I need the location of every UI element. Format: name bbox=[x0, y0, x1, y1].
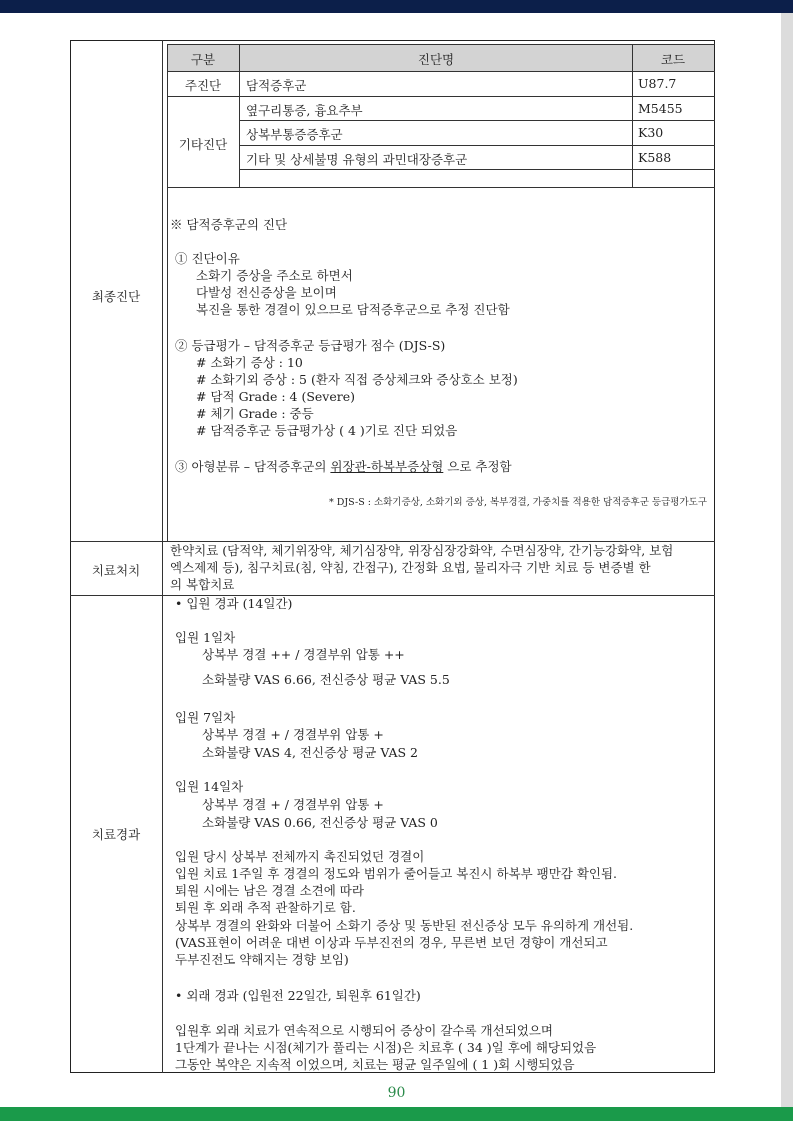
top-bar bbox=[0, 0, 793, 13]
summary-line: 입원 치료 1주일 후 경결의 정도와 범위가 줄어들고 복진시 하복부 팽만감 확인됨. bbox=[175, 866, 618, 881]
summary-line: 퇴원 시에는 남은 경결 소견에 따라 bbox=[175, 883, 364, 898]
summary-line: 상복부 경결의 완화와 더불어 소화기 증상 및 동반된 전신증상 모두 유의하게 개선됨. bbox=[175, 918, 634, 933]
reason-line: 다발성 전신증상을 보이며 bbox=[196, 285, 337, 300]
grade-line: # 체기 Grade : 중등 bbox=[196, 406, 314, 421]
day-label: 입원 1일차 bbox=[175, 630, 236, 645]
header-diagnosis: 진단명 bbox=[417, 52, 455, 67]
diagnosis-code: K30 bbox=[638, 125, 664, 140]
header-category: 구분 bbox=[190, 52, 216, 67]
day-line: 소화불량 VAS 4, 전신증상 평균 VAS 2 bbox=[202, 745, 419, 760]
reason-line: 소화기 증상을 주소로 하면서 bbox=[196, 268, 353, 283]
inpatient-title: • 입원 경과 (14일간) bbox=[175, 596, 293, 611]
diagnosis-name: 기타 및 상세불명 유형의 과민대장증후군 bbox=[246, 152, 468, 167]
side-strip bbox=[781, 13, 793, 1108]
diagnosis-name: 옆구리통증, 흉요추부 bbox=[246, 103, 363, 118]
header-code: 코드 bbox=[660, 52, 686, 67]
divider bbox=[239, 145, 715, 146]
bottom-bar bbox=[0, 1107, 793, 1121]
reason-line: 복진을 통한 경결이 있으므로 담적증후군으로 추정 진단함 bbox=[196, 302, 510, 317]
diagnosis-name: 담적증후군 bbox=[246, 78, 307, 93]
main-diagnosis-label: 주진단 bbox=[184, 78, 222, 93]
diagnosis-name: 상복부통증증후군 bbox=[246, 127, 343, 142]
day-line: 상복부 경결 + / 경결부위 압통 + bbox=[202, 797, 384, 812]
page-number: 90 bbox=[387, 1085, 406, 1101]
diagnosis-code: M5455 bbox=[638, 101, 683, 116]
treatment-line: 의 복합치료 bbox=[170, 577, 235, 592]
grade-line: # 담적 Grade : 4 (Severe) bbox=[196, 389, 356, 404]
subtype-suffix: 으로 추정함 bbox=[443, 459, 512, 474]
divider bbox=[167, 187, 715, 188]
label-treatment: 치료처치 bbox=[91, 563, 141, 578]
diagnosis-code: K588 bbox=[638, 150, 672, 165]
section-subtype bbox=[175, 459, 512, 475]
grade-line: # 소화기외 증상 : 5 (환자 직접 증상체크와 증상호소 보정) bbox=[196, 372, 518, 387]
divider bbox=[167, 44, 168, 541]
outpatient-line: 입원후 외래 치료가 연속적으로 시행되어 증상이 갈수록 개선되었으며 bbox=[175, 1023, 553, 1038]
treatment-line: 한약치료 (담적약, 체기위장약, 체기심장약, 위장심장강화약, 수면심장약, 간기능강화약, 보험 bbox=[170, 543, 674, 558]
day-label: 입원 14일차 bbox=[175, 779, 244, 794]
section-reason-title: ① 진단이유 bbox=[175, 251, 240, 266]
day-line: 상복부 경결 + / 경결부위 압통 + bbox=[202, 727, 384, 742]
day-line: 소화불량 VAS 6.66, 전신증상 평균 VAS 5.5 bbox=[202, 672, 450, 687]
divider bbox=[162, 40, 163, 1073]
label-final-diagnosis: 최종진단 bbox=[91, 289, 141, 304]
footnote: * DJS-S : 소화기증상, 소화기외 증상, 복부경결, 가중치를 적용한 담적증후군 등급평가도구 bbox=[328, 497, 707, 508]
subtype-name: 위장관-하복부증상형 bbox=[330, 459, 444, 474]
day-line: 상복부 경결 ++ / 경결부위 압통 ++ bbox=[202, 647, 405, 662]
divider bbox=[70, 595, 715, 596]
section-grade-title: ② 등급평가 – 담적증후군 등급평가 점수 (DJS-S) bbox=[175, 338, 446, 353]
divider bbox=[239, 120, 715, 121]
outpatient-line: 1단계가 끝나는 시점(체기가 풀리는 시점)은 치료후 ( 34 )일 후에 해당되었음 bbox=[175, 1040, 597, 1055]
divider bbox=[70, 541, 715, 542]
other-diagnosis-label: 기타진단 bbox=[178, 137, 228, 152]
summary-line: 퇴원 후 외래 추적 관찰하기로 함. bbox=[175, 900, 356, 915]
outpatient-title: • 외래 경과 (입원전 22일간, 퇴원후 61일간) bbox=[175, 988, 421, 1003]
day-line: 소화불량 VAS 0.66, 전신증상 평균 VAS 0 bbox=[202, 815, 438, 830]
diagnosis-code: U87.7 bbox=[638, 76, 677, 91]
summary-line: (VAS표현이 어려운 대변 이상과 두부진전의 경우, 무른변 보던 경향이 개선되고 bbox=[175, 935, 608, 950]
grade-line: # 담적증후군 등급평가상 ( 4 )기로 진단 되었음 bbox=[196, 423, 458, 438]
label-course: 치료경과 bbox=[91, 827, 141, 842]
summary-line: 두부진전도 약해지는 경향 보임) bbox=[175, 952, 349, 967]
subtype-prefix: ③ 아형분류 – 담적증후군의 bbox=[175, 459, 331, 474]
day-label: 입원 7일차 bbox=[175, 710, 236, 725]
treatment-line: 엑스제제 등), 침구치료(침, 약침, 간접구), 간정화 요법, 물리자극 기반 치료 등 변증별 한 bbox=[170, 560, 651, 575]
divider bbox=[239, 169, 715, 170]
diagnosis-title: ※ 담적증후군의 진단 bbox=[170, 217, 288, 232]
summary-line: 입원 당시 상복부 전체까지 촉진되었던 경결이 bbox=[175, 849, 425, 864]
grade-line: # 소화기 증상 : 10 bbox=[196, 355, 303, 370]
outpatient-line: 그동안 복약은 지속적 이었으며, 치료는 평균 일주일에 ( 1 )회 시행되었음 bbox=[175, 1057, 575, 1072]
